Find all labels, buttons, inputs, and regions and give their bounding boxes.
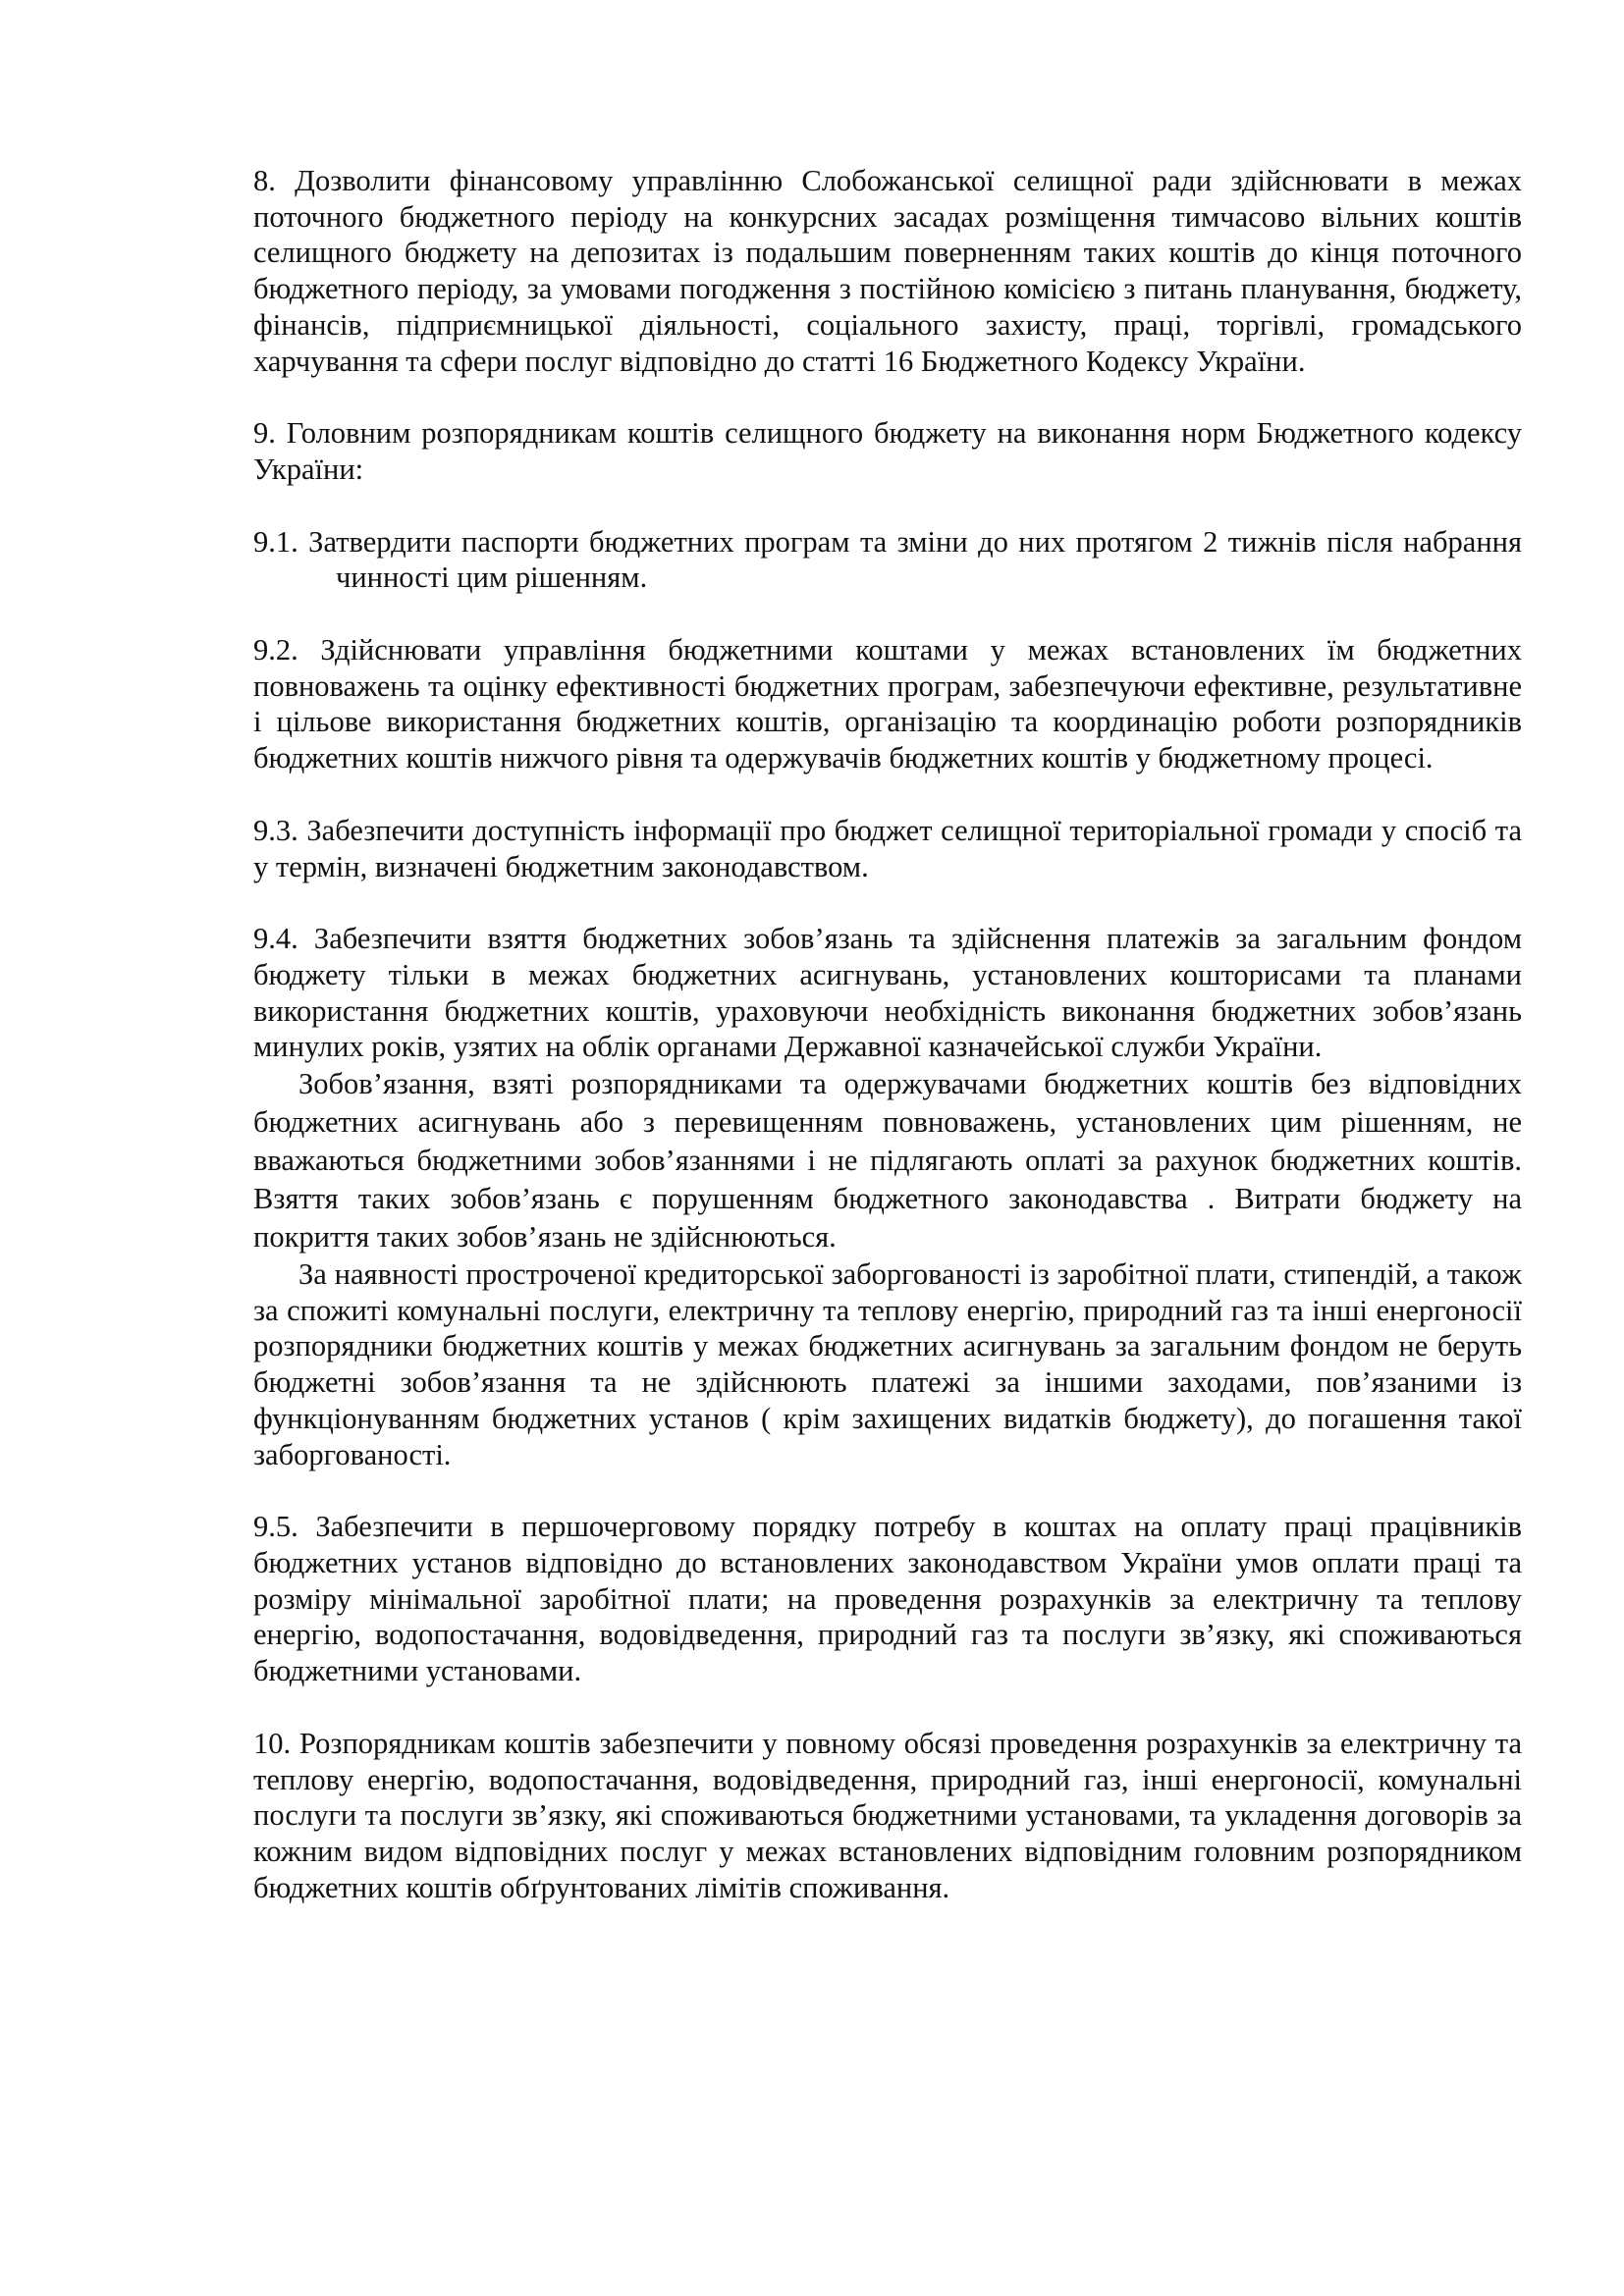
paragraph-9-3: 9.3. Забезпечити доступність інформації про бюджет селищної територіальної громади у спосіб та у термін, визначені бюджетним законодавством. bbox=[253, 813, 1522, 883]
paragraph-9-1: 9.1. Затвердити паспорти бюджетних програм та зміни до них протягом 2 тижнів після набрання чинності цим рішенням. bbox=[253, 524, 1522, 595]
paragraph-9-4-obligations: Зобов’язання, взяті розпорядниками та одержувачами бюджетних коштів без відповідних бюджетних асигнувань або з перевищенням повноважень, установлених цим рішенням, не вважаються бюджетними зобов’язаннями і не підлягають оплаті за рахунок бюджетних коштів. Взяття таких зобов’язань є порушенням бюджетного законодавства . Витрати бюджету на покриття таких зобов’язань не здійснюються. bbox=[253, 1067, 1522, 1255]
paragraph-9-5: 9.5. Забезпечити в першочерговому порядку потребу в коштах на оплату праці працівників бюджетних установ відповідно до встановлених законодавством України умов оплати праці та розміру мінімальної заробітної плати; на проведення розрахунків за електричну та теплову енергію, водопостачання, водовідведення, природний газ та послуги зв’язку, які споживаються бюджетними установами. bbox=[253, 1510, 1522, 1688]
document-page bbox=[253, 163, 1522, 1905]
paragraph-9-4-arrears: За наявності простроченої кредиторської заборгованості із заробітної плати, стипендій, а також за спожиті комунальні послуги, електричну та теплову енергію, природний газ та інші енергоносії розпорядники бюджетних коштів у межах бюджетних асигнувань за загальним фондом не беруть бюджетні зобов’язання та не здійснюють платежі за іншими заходами, пов’язаними із функціонуванням бюджетних установ ( крім захищених видатків бюджету), до погашення такої заборгованості. bbox=[253, 1257, 1522, 1471]
paragraph-9: 9. Головним розпорядникам коштів селищного бюджету на виконання норм Бюджетного кодексу України: bbox=[253, 416, 1522, 486]
paragraph-8: 8. Дозволити фінансовому управлінню Слобожанської селищної ради здійснювати в межах поточного бюджетного періоду на конкурсних засадах розміщення тимчасово вільних коштів селищного бюджету на депозитах із подальшим поверненням таких коштів до кінця поточного бюджетного періоду, за умовами погодження з постійною комісією з питань планування, бюджету, фінансів, підприємницької діяльності, соціального захисту, праці, торгівлі, громадського харчування та сфери послуг відповідно до статті 16 Бюджетного Кодексу України. bbox=[253, 164, 1522, 378]
paragraph-9-2: 9.2. Здійснювати управління бюджетними коштами у межах встановлених їм бюджетних повноважень та оцінку ефективності бюджетних програм, забезпечуючи ефективне, результативне і цільове використання бюджетних коштів, організацію та координацію роботи розпорядників бюджетних коштів нижчого рівня та одержувачів бюджетних коштів у бюджетному процесі. bbox=[253, 633, 1522, 775]
paragraph-9-4: 9.4. Забезпечити взяття бюджетних зобов’язань та здійснення платежів за загальним фондом бюджету тільки в межах бюджетних асигнувань, установлених кошторисами та планами використання бюджетних коштів, ураховуючи необхідність виконання бюджетних зобов’язань минулих років, узятих на облік органами Державної казначейської служби України. bbox=[253, 922, 1522, 1064]
paragraph-10: 10. Розпорядникам коштів забезпечити у повному обсязі проведення розрахунків за електричну та теплову енергію, водопостачання, водовідведення, природний газ, інші енергоносії, комунальні послуги та послуги зв’язку, які споживаються бюджетними установами, та укладення договорів за кожним видом відповідних послуг у межах встановлених відповідним головним розпорядником бюджетних коштів обґрунтованих лімітів споживання. bbox=[253, 1726, 1522, 1904]
